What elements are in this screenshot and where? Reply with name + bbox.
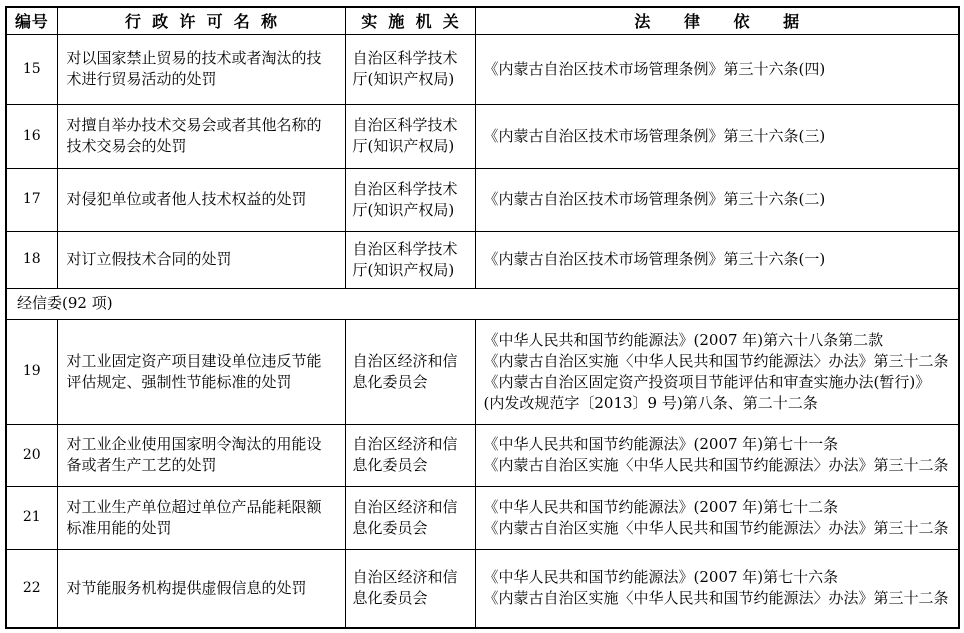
agency-cell: 自治区科学技术厅(知识产权局) [345,168,475,231]
legal-basis-line: 《中华人民共和国节约能源法》(2007 年)第七十六条 [483,568,839,587]
section-label: 经信委(92 项) [6,288,959,319]
column-header-legal: 法律依据 [475,7,959,34]
license-table [5,6,960,629]
legal-basis-cell [475,486,959,549]
legal-basis-cell [475,104,959,168]
legal-basis-line: 《中华人民共和国节约能源法》(2007 年)第六十八条第二款 [483,330,884,349]
table-row [6,104,959,168]
table-row [6,549,959,628]
license-name-cell: 对工业固定资产项目建设单位违反节能评估规定、强制性节能标准的处罚 [57,319,345,424]
row-number-cell: 20 [6,424,57,486]
row-number-cell: 18 [6,231,57,288]
column-header-agency: 实施机关 [345,7,475,34]
document-page [5,6,960,629]
agency-cell: 自治区科学技术厅(知识产权局) [345,231,475,288]
legal-basis-cell [475,319,959,424]
row-number-cell: 15 [6,34,57,104]
row-number-cell: 19 [6,319,57,424]
legal-basis-line: 《中华人民共和国节约能源法》(2007 年)第七十二条 [483,497,839,516]
agency-cell: 自治区经济和信息化委员会 [345,486,475,549]
legal-basis-cell [475,231,959,288]
legal-basis-line: (内发改规范字〔2013〕9 号)第八条、第二十二条 [483,393,818,412]
legal-basis-cell [475,424,959,486]
legal-basis-line: 《内蒙古自治区技术市场管理条例》第三十六条(三) [483,126,826,145]
legal-basis-line: 《内蒙古自治区实施〈中华人民共和国节约能源法〉办法》第三十二条 [483,351,949,370]
agency-cell: 自治区科学技术厅(知识产权局) [345,104,475,168]
row-number-cell: 17 [6,168,57,231]
agency-cell: 自治区经济和信息化委员会 [345,424,475,486]
table-row [6,34,959,104]
table-row [6,319,959,424]
legal-basis-cell [475,168,959,231]
legal-basis-line: 《内蒙古自治区实施〈中华人民共和国节约能源法〉办法》第三十二条 [483,456,949,474]
legal-basis-line: 《内蒙古自治区技术市场管理条例》第三十六条(四) [483,59,826,78]
row-number-cell: 16 [6,104,57,168]
row-number-cell: 22 [6,549,57,628]
license-name-cell: 对擅自举办技术交易会或者其他名称的技术交易会的处罚 [57,104,345,168]
section-row [6,288,959,319]
table-row [6,231,959,288]
license-name-cell: 对工业生产单位超过单位产品能耗限额标准用能的处罚 [57,486,345,549]
legal-basis-line: 《中华人民共和国节约能源法》(2007 年)第七十一条 [483,435,839,453]
license-name-cell: 对侵犯单位或者他人技术权益的处罚 [57,168,345,231]
row-number-cell: 21 [6,486,57,549]
legal-basis-line: 《内蒙古自治区实施〈中华人民共和国节约能源法〉办法》第三十二条 [483,589,949,608]
table-row [6,424,959,486]
license-name-cell: 对节能服务机构提供虚假信息的处罚 [57,549,345,628]
license-name-cell: 对订立假技术合同的处罚 [57,231,345,288]
table-body [6,34,959,628]
table-row [6,486,959,549]
header-row [6,7,959,34]
column-header-name: 行政许可名称 [57,7,345,34]
agency-cell: 自治区科学技术厅(知识产权局) [345,34,475,104]
legal-basis-cell [475,34,959,104]
license-name-cell: 对工业企业使用国家明令淘汰的用能设备或者生产工艺的处罚 [57,424,345,486]
license-name-cell: 对以国家禁止贸易的技术或者淘汰的技术进行贸易活动的处罚 [57,34,345,104]
legal-basis-line: 《内蒙古自治区技术市场管理条例》第三十六条(一) [483,250,826,268]
agency-cell: 自治区经济和信息化委员会 [345,319,475,424]
legal-basis-cell [475,549,959,628]
legal-basis-line: 《内蒙古自治区技术市场管理条例》第三十六条(二) [483,190,826,208]
agency-cell: 自治区经济和信息化委员会 [345,549,475,628]
table-row [6,168,959,231]
legal-basis-line: 《内蒙古自治区固定资产投资项目节能评估和审查实施办法(暂行)》 [483,372,931,391]
column-header-id: 编号 [6,7,57,34]
legal-basis-line: 《内蒙古自治区实施〈中华人民共和国节约能源法〉办法》第三十二条 [483,518,949,537]
